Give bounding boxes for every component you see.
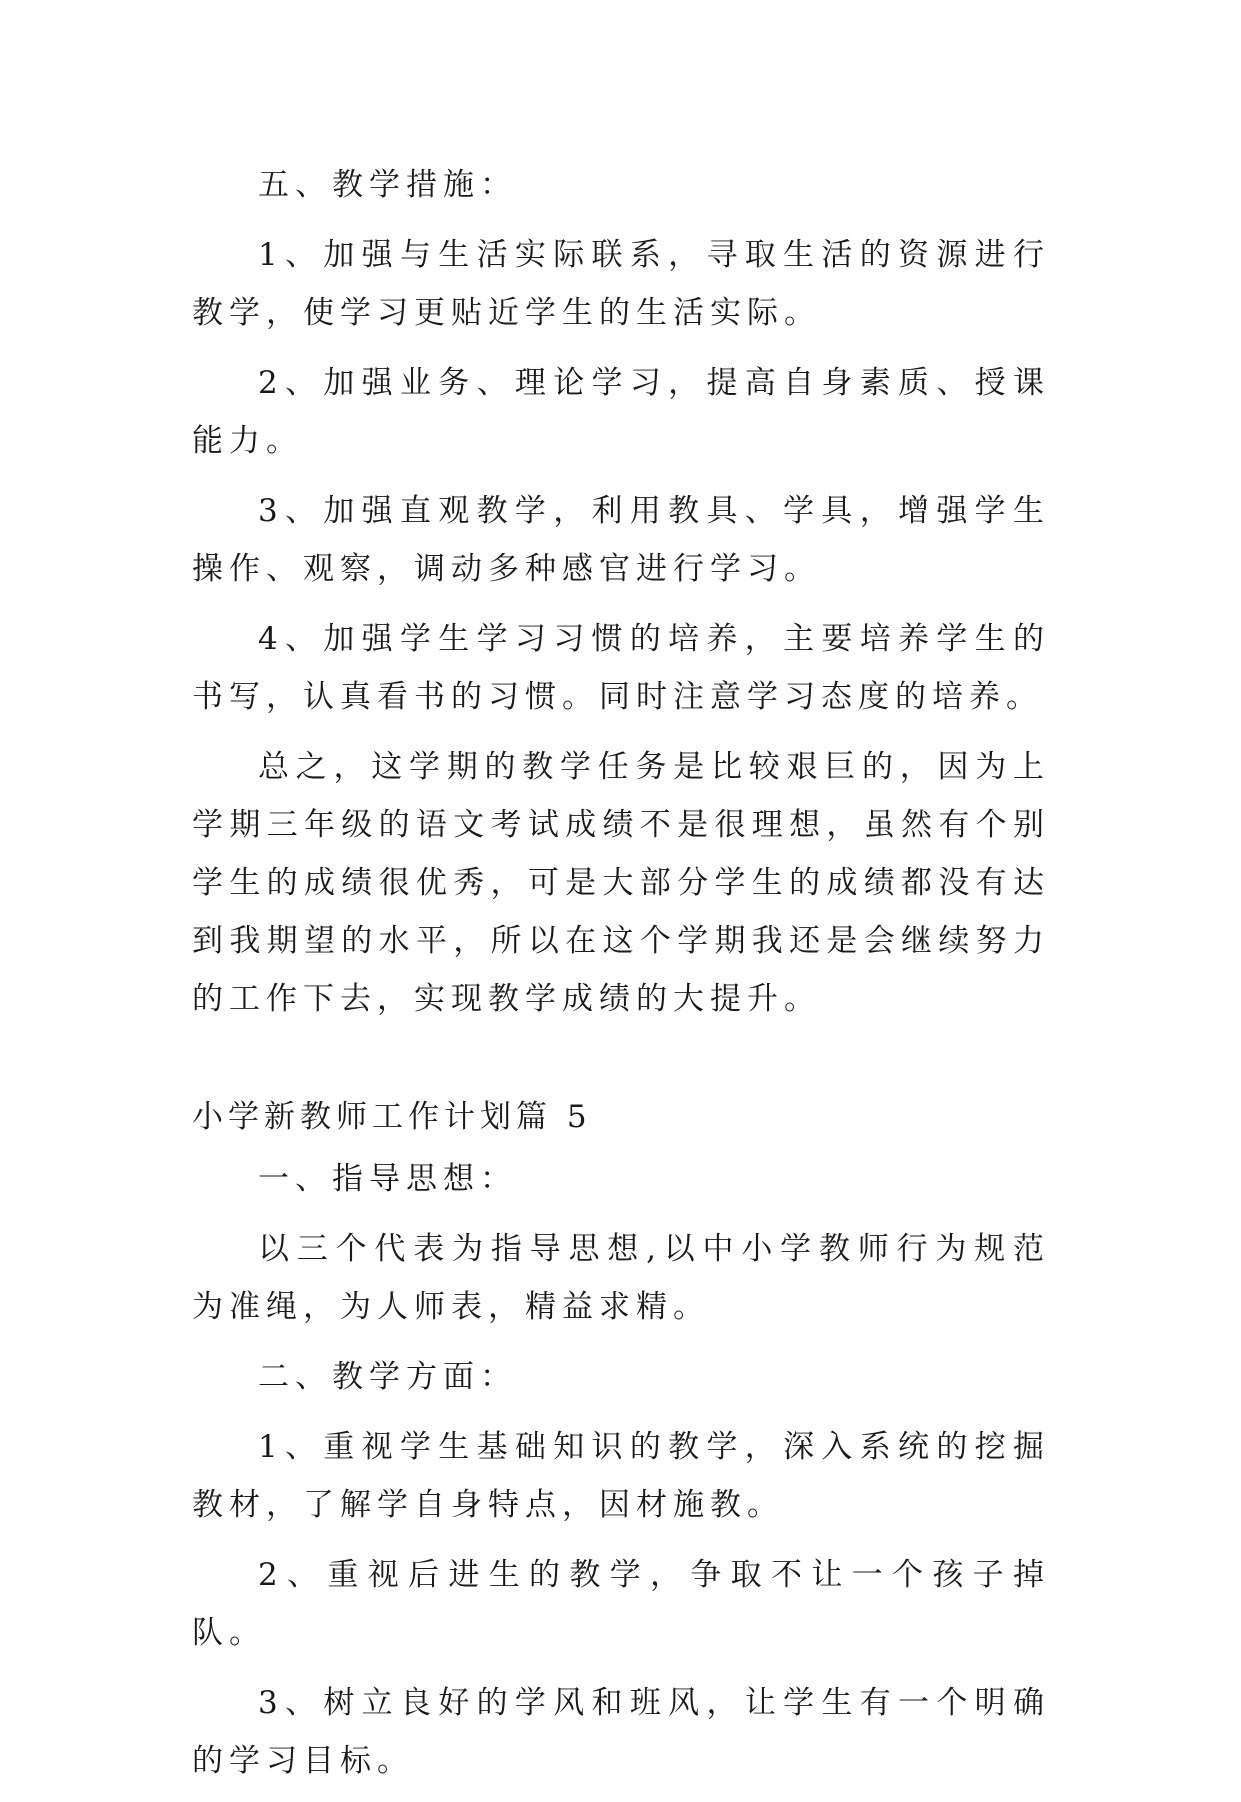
plan-title: 小学新教师工作计划篇 5 <box>192 1099 592 1135</box>
guiding-thought-paragraph: 以三个代表为指导思想,以中小学教师行为规范为准绳，为人师表，精益求精。 <box>192 1231 1050 1325</box>
section-spacer <box>192 1028 1050 1088</box>
measure-item-1: 1、加强与生活实际联系，寻取生活的资源进行教学，使学习更贴近学生的生活实际。 <box>192 237 1050 331</box>
document-body <box>192 156 1050 1802</box>
teaching-item-3: 3、树立良好的学风和班风，让学生有一个明确的学习目标。 <box>192 1685 1050 1779</box>
section-heading-teaching-measures: 五、教学措施： <box>258 167 517 203</box>
measure-item-4: 4、加强学生学习习惯的培养，主要培养学生的书写，认真看书的习惯。同时注意学习态度的培养。 <box>192 621 1050 715</box>
measure-item-3: 3、加强直观教学，利用教具、学具，增强学生操作、观察，调动多种感官进行学习。 <box>192 493 1050 587</box>
teaching-item-1: 1、重视学生基础知识的教学，深入系统的挖掘教材，了解学自身特点，因材施教。 <box>192 1429 1050 1523</box>
conclusion-paragraph: 总之，这学期的教学任务是比较艰巨的，因为上学期三年级的语文考试成绩不是很理想，虽然有个别学生的成绩很优秀，可是大部分学生的成绩都没有达到我期望的水平，所以在这个学期我还是会继续努力的工作下去，实现教学成绩的大提升。 <box>192 749 1050 1017</box>
measure-item-2: 2、加强业务、理论学习，提高自身素质、授课能力。 <box>192 365 1050 459</box>
teaching-item-2: 2、重视后进生的教学，争取不让一个孩子掉队。 <box>192 1557 1050 1651</box>
section-heading-guiding-thought: 一、指导思想： <box>258 1161 517 1197</box>
section-heading-teaching-aspects: 二、教学方面： <box>258 1359 517 1395</box>
